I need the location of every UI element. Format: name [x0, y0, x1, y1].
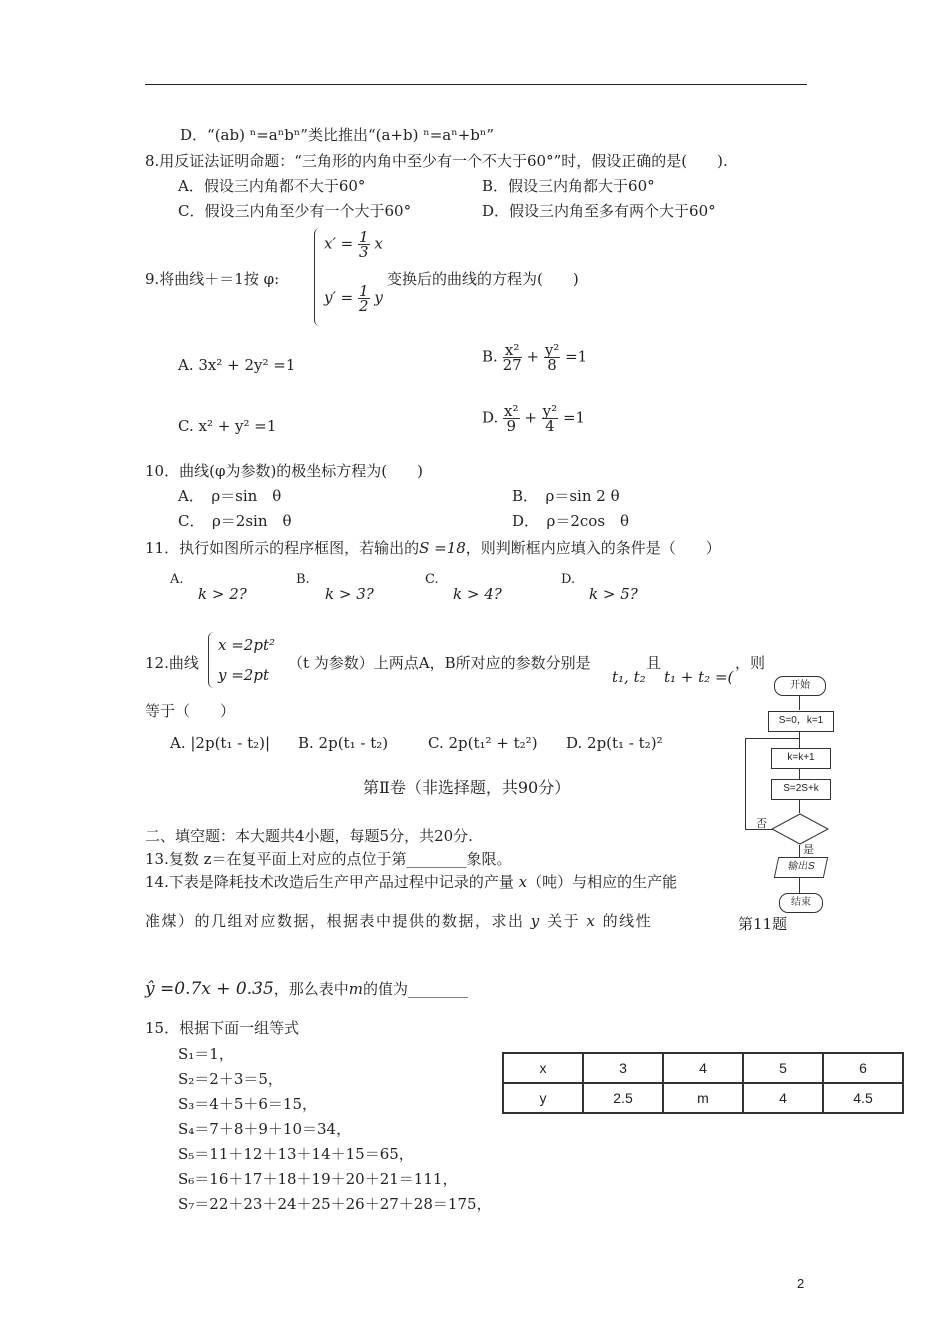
- q15-line-1: S₁＝1，: [178, 1045, 234, 1063]
- q9-brace: [314, 228, 323, 326]
- q12-brace: [208, 632, 217, 688]
- q15-line-6: S₆＝16＋17＋18＋19＋20＋21＝111，: [178, 1170, 458, 1188]
- flow-init: S=0，k=1: [768, 711, 834, 732]
- q12-option-b: B. 2p(t₁ - t₂): [298, 734, 389, 752]
- q9-option-c: C. x² + y² =1: [178, 417, 277, 435]
- q15-line-4: S₄＝7＋8＋9＋10＝34，: [178, 1120, 352, 1138]
- flow-no-label: 否: [756, 818, 767, 830]
- q8-option-a: A．假设三内角都不大于60°: [178, 177, 366, 195]
- q15-line-2: S₂＝2＋3＝5，: [178, 1070, 283, 1088]
- table-cell: y: [503, 1083, 583, 1113]
- q7-option-d: D．“(ab) ⁿ=aⁿbⁿ”类比推出“(a+b) ⁿ=aⁿ+bⁿ”: [180, 126, 495, 144]
- q12-line2: 等于（ ）: [145, 702, 236, 720]
- q9-transform-x: x′ = $\frac{1}{3}$ x: [324, 228, 383, 261]
- q12-params: t₁, t₂: [612, 668, 646, 686]
- flow-start: 开始: [774, 676, 826, 696]
- q8-option-d: D．假设三内角至多有两个大于60°: [482, 202, 716, 220]
- q11-option-d-label: D.: [561, 572, 576, 587]
- flow-step-k: k=k+1: [771, 748, 831, 769]
- section2-heading: 二、填空题：本大题共4小题，每题5分，共20分.: [145, 827, 473, 845]
- q15-line-5: S₅＝11＋12＋13＋14＋15＝65，: [178, 1145, 414, 1163]
- q11-option-c: k > 4?: [453, 585, 502, 603]
- q11-option-d: k > 5?: [589, 585, 638, 603]
- q13: 13.复数 z＝在复平面上对应的点位于第________象限。: [145, 850, 512, 868]
- table-cell: 5: [743, 1053, 823, 1083]
- table-cell: x: [503, 1053, 583, 1083]
- q10-option-c: C． ρ＝2sin θ: [178, 512, 292, 530]
- q12-option-c: C. 2p(t₁² + t₂²): [428, 734, 538, 752]
- q10-stem: 10．曲线(φ为参数)的极坐标方程为( ): [145, 462, 423, 480]
- table-row: [503, 1053, 903, 1083]
- q12-label: 12.曲线: [145, 654, 199, 672]
- table-cell: 4: [663, 1053, 743, 1083]
- q12-mid: （t 为参数）上两点A，B所对应的参数分别是: [288, 654, 591, 672]
- flow-end: 结束: [779, 893, 823, 913]
- flow-arrow: [799, 730, 800, 748]
- q12-option-a: A. |2p(t₁ - t₂)|: [170, 734, 271, 752]
- flow-arrow: [799, 877, 800, 893]
- flow-output: 输出S: [774, 857, 828, 878]
- q8-option-b: B．假设三内角都大于60°: [482, 177, 655, 195]
- header-rule: [145, 84, 807, 85]
- part2-title: 第Ⅱ卷（非选择题，共90分）: [363, 778, 571, 797]
- page-number: 2: [797, 1276, 805, 1291]
- q12-eq-x: x =2pt²: [218, 636, 275, 654]
- q12-and: 且: [646, 654, 662, 672]
- q9-transform-y: y′ = $\frac{1}{2}$ y: [324, 282, 383, 315]
- q9-tail: 变换后的曲线的方程为( ): [387, 270, 579, 288]
- q12-then: ，则: [735, 654, 766, 672]
- flow-arrow: [799, 845, 800, 857]
- q11-option-b: k > 3?: [325, 585, 374, 603]
- q11-option-c-label: C.: [425, 572, 439, 587]
- q8-stem: 8.用反证法证明命题：“三角形的内角中至少有一个不大于60°”时，假设正确的是( ).: [145, 152, 728, 170]
- q9-option-d: D. $\frac{\text{x²}}{9}$ + $\frac{\text{y²}}{4}$ =1: [482, 402, 586, 435]
- q10-option-b: B． ρ＝sin 2 θ: [512, 487, 620, 505]
- q15-stem: 15．根据下面一组等式: [145, 1019, 300, 1037]
- q9-option-a: A. 3x² + 2y² =1: [178, 356, 296, 374]
- flow-arrow: [799, 694, 800, 710]
- q14-line1: 14.下表是降耗技术改造后生产甲产品过程中记录的产量 x（吨）与相应的生产能: [145, 873, 678, 891]
- flow-decision-diamond: [771, 813, 829, 845]
- q10-option-a: A． ρ＝sin θ: [178, 487, 282, 505]
- q15-line-3: S₃＝4＋5＋6＝15，: [178, 1095, 318, 1113]
- q9-stem: 9.将曲线＋＝1按 φ:: [145, 270, 280, 288]
- flow-yes-label: 是: [803, 844, 814, 856]
- table-cell: 4: [743, 1083, 823, 1113]
- flow-loop-line: [745, 738, 746, 830]
- flow-caption: 第11题: [734, 913, 791, 934]
- data-table: [502, 1052, 904, 1114]
- q11-stem: 11．执行如图所示的程序框图，若输出的S =18，则判断框内应填入的条件是（ ）: [145, 539, 721, 557]
- q12-option-d: D. 2p(t₁ - t₂)²: [566, 734, 663, 752]
- table-row: [503, 1083, 903, 1113]
- q11-option-a-label: A.: [170, 572, 184, 587]
- q9-option-b: B. $\frac{\text{x²}}{27}$ + $\frac{\text{y²}}{8}$ =1: [482, 341, 588, 374]
- q10-option-d: D． ρ＝2cos θ: [512, 512, 630, 530]
- q14-line2: 准煤）的几组对应数据，根据表中提供的数据，求出 y 关于 x 的线性: [145, 912, 653, 930]
- q12-sum: t₁ + t₂ =(: [664, 668, 734, 686]
- table-cell: 2.5: [583, 1083, 663, 1113]
- q11-option-b-label: B.: [296, 572, 310, 587]
- q14-line3: ŷ =0.7x + 0.35，那么表中m的值为________: [145, 979, 469, 999]
- flow-loop-line: [745, 738, 799, 739]
- table-cell: 6: [823, 1053, 903, 1083]
- table-cell: 3: [583, 1053, 663, 1083]
- q12-eq-y: y =2pt: [218, 666, 269, 684]
- q15-line-7: S₇＝22＋23＋24＋25＋26＋27＋28＝175，: [178, 1195, 492, 1213]
- q11-option-a: k > 2?: [198, 585, 247, 603]
- flow-arrow: [799, 798, 800, 813]
- flow-step-s: S=2S+k: [771, 779, 831, 800]
- table-cell: m: [663, 1083, 743, 1113]
- q8-option-c: C．假设三内角至少有一个大于60°: [178, 202, 412, 220]
- table-cell: 4.5: [823, 1083, 903, 1113]
